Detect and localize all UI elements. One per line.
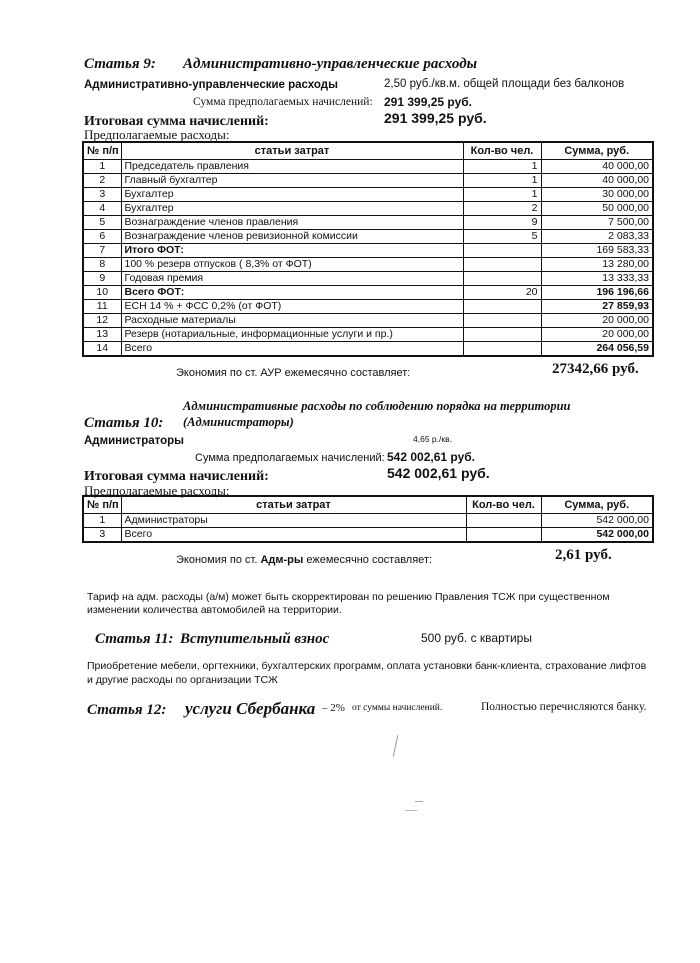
article10-table — [82, 495, 654, 543]
row-sum: 264 056,59 — [541, 342, 653, 357]
table-row — [83, 272, 653, 286]
economy-label-bold: Адм-ры — [260, 554, 304, 566]
article12-note: Полностью перечисляются банку. — [481, 701, 647, 713]
article9-title: Административно-управленческие расходы — [183, 56, 478, 72]
row-item: Всего — [121, 528, 466, 543]
table-row — [83, 328, 653, 342]
table-row — [83, 528, 653, 543]
row-count: 2 — [463, 202, 541, 216]
row-no: 3 — [83, 528, 121, 543]
article12-rate-dash: – 2% — [322, 702, 345, 714]
article12-rate-note: от суммы начислений. — [352, 703, 443, 713]
row-sum: 20 000,00 — [541, 328, 653, 342]
row-sum: 20 000,00 — [541, 314, 653, 328]
col-item-header: статьи затрат — [121, 142, 463, 160]
article9-economy-value: 27342,66 руб. — [552, 361, 639, 377]
article11-title: Вступительный взнос — [180, 631, 330, 647]
row-count: 1 — [463, 188, 541, 202]
row-sum: 542 000,00 — [541, 514, 653, 528]
table-row — [83, 160, 653, 174]
row-no: 10 — [83, 286, 121, 300]
table-header-row — [83, 496, 653, 514]
row-no: 5 — [83, 216, 121, 230]
row-no: 11 — [83, 300, 121, 314]
row-count: 20 — [463, 286, 541, 300]
article9-total-label: Итоговая сумма начислений: — [84, 114, 269, 129]
col-no-header: № п/п — [83, 496, 121, 514]
row-count: 1 — [463, 160, 541, 174]
row-count: 9 — [463, 216, 541, 230]
row-item: Вознаграждение членов правления — [121, 216, 463, 230]
article10-heading-line2: (Администраторы) — [183, 415, 294, 429]
row-item: Резерв (нотариальные, информационные услуги и пр.) — [121, 328, 463, 342]
row-sum: 50 000,00 — [541, 202, 653, 216]
row-no: 3 — [83, 188, 121, 202]
col-no-header: № п/п — [83, 142, 121, 160]
scan-mark — [393, 735, 399, 757]
row-sum: 27 859,93 — [541, 300, 653, 314]
table-row — [83, 514, 653, 528]
article9-label: Статья 9: — [84, 56, 156, 72]
article11-value: 500 руб. с квартиры — [421, 631, 532, 645]
economy-label-post: ежемесячно составляет: — [306, 554, 433, 566]
row-count — [463, 272, 541, 286]
row-item: Бухгалтер — [121, 188, 463, 202]
table-header-row — [83, 142, 653, 160]
row-count — [463, 328, 541, 342]
row-no: 12 — [83, 314, 121, 328]
table-row — [83, 188, 653, 202]
scan-mark — [405, 810, 417, 811]
article10-label: Статья 10: — [84, 415, 164, 431]
row-no: 7 — [83, 244, 121, 258]
row-item: Расходные материалы — [121, 314, 463, 328]
row-no: 2 — [83, 174, 121, 188]
row-item: Годовая премия — [121, 272, 463, 286]
article12-title: услуги Сбербанка — [185, 699, 316, 718]
row-item: Администраторы — [121, 514, 466, 528]
row-item: Главный бухгалтер — [121, 174, 463, 188]
row-sum: 169 583,33 — [541, 244, 653, 258]
economy-label-pre: Экономия по ст. — [176, 554, 258, 566]
article10-expected-label: Сумма предполагаемых начислений: — [195, 452, 385, 464]
row-count: 5 — [463, 230, 541, 244]
row-count — [463, 300, 541, 314]
row-item: Бухгалтер — [121, 202, 463, 216]
row-count — [466, 528, 541, 543]
article9-total-value: 291 399,25 руб. — [384, 110, 487, 126]
article10-expenses-label: Предполагаемые расходы: — [84, 483, 230, 498]
article10-expected-value: 542 002,61 руб. — [387, 450, 475, 464]
row-item: Всего ФОТ: — [121, 286, 463, 300]
row-item: 100 % резерв отпусков ( 8,3% от ФОТ) — [121, 258, 463, 272]
row-no: 8 — [83, 258, 121, 272]
col-sum-header: Сумма, руб. — [541, 496, 653, 514]
row-sum: 2 083,33 — [541, 230, 653, 244]
table-row — [83, 258, 653, 272]
row-sum: 542 000,00 — [541, 528, 653, 543]
row-sum: 13 280,00 — [541, 258, 653, 272]
row-item: ЕСН 14 % + ФСС 0,2% (от ФОТ) — [121, 300, 463, 314]
article10-total-value: 542 002,61 руб. — [387, 465, 490, 481]
table-row — [83, 300, 653, 314]
row-no: 6 — [83, 230, 121, 244]
scan-mark — [415, 801, 423, 802]
row-sum: 13 333,33 — [541, 272, 653, 286]
row-count — [463, 258, 541, 272]
article9-expenses-label: Предполагаемые расходы: — [84, 127, 230, 142]
table-row — [83, 314, 653, 328]
article9-expected-label: Сумма предполагаемых начислений: — [193, 96, 373, 108]
row-count — [463, 244, 541, 258]
table-row — [83, 202, 653, 216]
table-row — [83, 230, 653, 244]
row-item: Итого ФОТ: — [121, 244, 463, 258]
article11-label: Статья 11: — [95, 631, 174, 647]
tariff-note: Тариф на адм. расходы (а/м) может быть скорректирован по решению Правления ТСЖ при существенном изменении количества автомобилей на территории. — [87, 591, 610, 616]
article9-economy-label: Экономия по ст. АУР ежемесячно составляет: — [176, 367, 411, 379]
row-no: 1 — [83, 514, 121, 528]
article10-subtitle: Администраторы — [84, 435, 184, 447]
row-count — [463, 314, 541, 328]
row-item: Вознаграждение членов ревизионной комиссии — [121, 230, 463, 244]
table-row — [83, 174, 653, 188]
article9-table — [82, 141, 654, 357]
row-sum: 7 500,00 — [541, 216, 653, 230]
article12-label: Статья 12: — [87, 702, 167, 718]
row-count — [466, 514, 541, 528]
article10-rate: 4,65 р./кв. — [413, 434, 452, 444]
article9-rate: 2,50 руб./кв.м. общей площади без балконов — [384, 78, 625, 90]
col-count-header: Кол-во чел. — [463, 142, 541, 160]
col-item-header: статьи затрат — [121, 496, 466, 514]
col-sum-header: Сумма, руб. — [541, 142, 653, 160]
article9-subtitle: Административно-управленческие расходы — [84, 79, 338, 91]
article10-total-label: Итоговая сумма начислений: — [84, 469, 269, 484]
table-row — [83, 342, 653, 357]
article11-note: Приобретение мебели, оргтехники, бухгалтерских программ, оплата установки банк-клиента, страхование лифтов и другие расходы по организации ТСЖ — [87, 660, 647, 686]
row-no: 9 — [83, 272, 121, 286]
row-no: 14 — [83, 342, 121, 357]
row-no: 4 — [83, 202, 121, 216]
table-row — [83, 286, 653, 300]
row-sum: 40 000,00 — [541, 160, 653, 174]
row-item: Председатель правления — [121, 160, 463, 174]
row-count — [463, 342, 541, 357]
article10-heading-line1: Административные расходы по соблюдению порядка на территории — [183, 399, 571, 413]
row-sum: 30 000,00 — [541, 188, 653, 202]
col-count-header: Кол-во чел. — [466, 496, 541, 514]
article10-economy-label — [176, 554, 432, 566]
table-row — [83, 244, 653, 258]
row-no: 13 — [83, 328, 121, 342]
row-sum: 196 196,66 — [541, 286, 653, 300]
article9-expected-value: 291 399,25 руб. — [384, 95, 472, 109]
article10-economy-value: 2,61 руб. — [555, 547, 612, 563]
row-count: 1 — [463, 174, 541, 188]
table-row — [83, 216, 653, 230]
row-sum: 40 000,00 — [541, 174, 653, 188]
row-no: 1 — [83, 160, 121, 174]
row-item: Всего — [121, 342, 463, 357]
